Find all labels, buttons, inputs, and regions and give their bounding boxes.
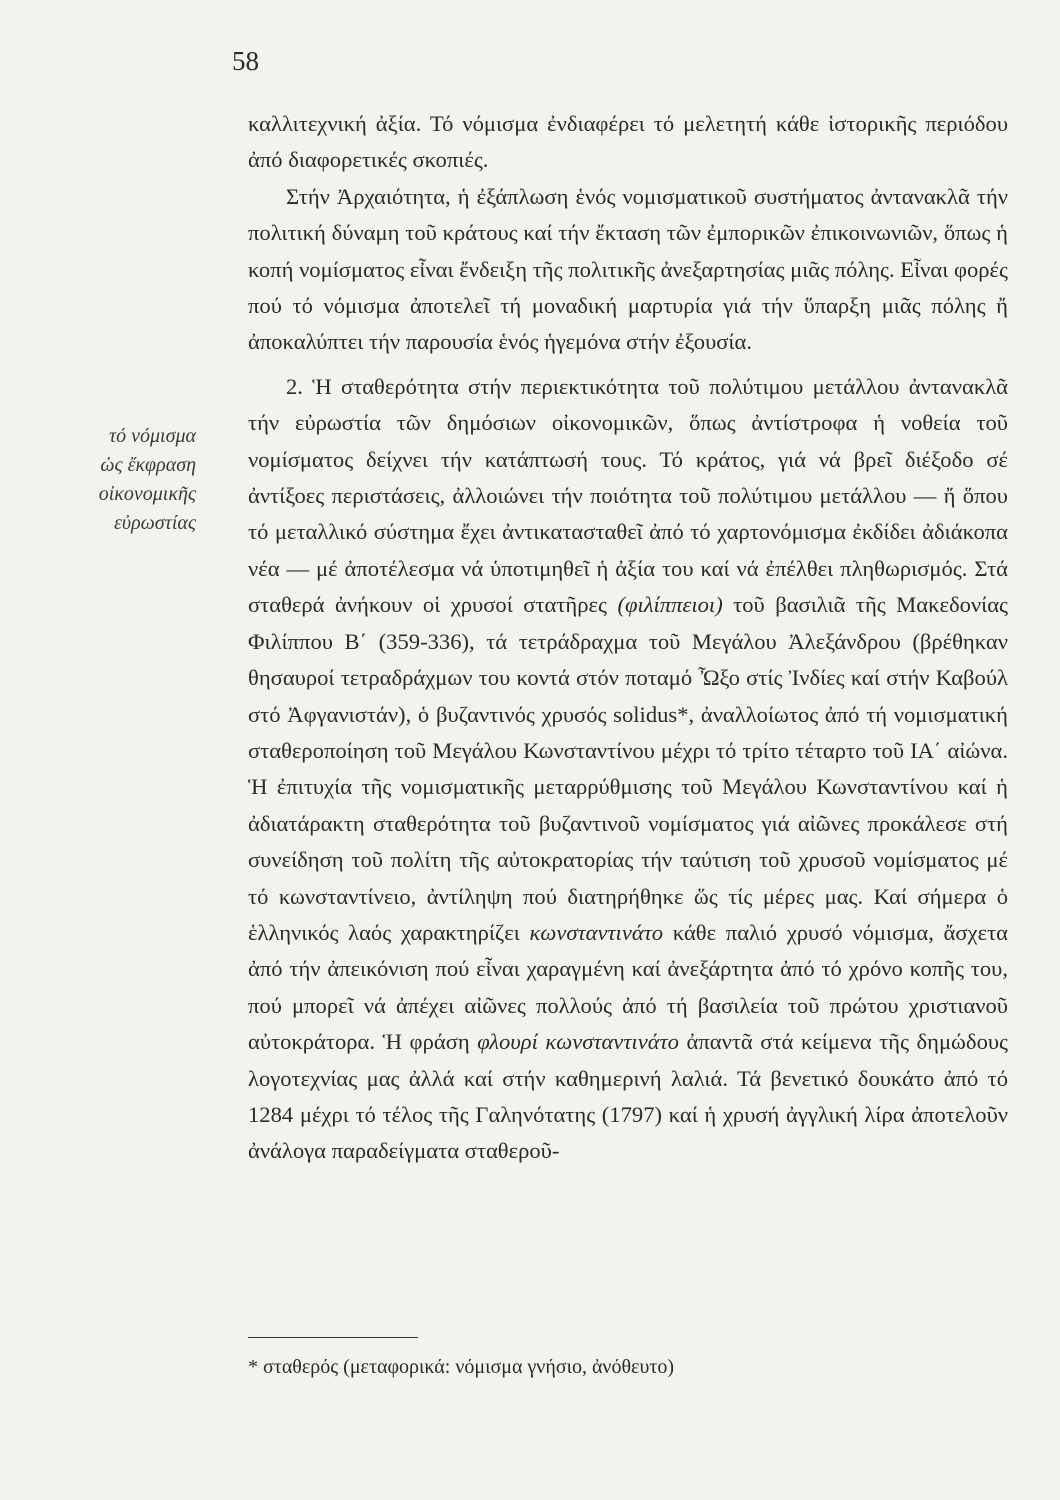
italic-term: (φιλίππειοι) [617, 592, 723, 618]
paragraph-antiquity: Στήν Ἀρχαιότητα, ἡ ἐξάπλωση ἑνός νομισματικοῦ συστήματος ἀντανακλᾶ τήν πολιτική δύναμη τοῦ κράτους καί τήν ἔκταση τῶν ἐμπορικῶν ἐπικοινωνιῶν, ὅπως ἡ κοπή νομίσματος εἶναι ἔνδειξη τῆς πολιτικῆς ἀνεξαρτησίας μιᾶς πόλης. Εἶναι φορές πού τό νόμισμα ἀποτελεῖ τή μοναδική μαρτυρία γιά τήν ὕπαρξη μιᾶς πόλης ἤ ἀποκαλύπτει τήν παρουσία ἑνός ἡγεμόνα στήν ἐξουσία. [248, 183, 1008, 355]
paragraph-section-2 [248, 369, 1008, 1170]
text-run: κάθε παλιό χρυσό νόμισμα, ἄσχετα ἀπό τήν ἀπεικόνιση πού εἶναι χαραγμένη καί ἀνεξάρτητα ἀπό τό χρόνο κοπῆς του, πού μπορεῖ νά ἀπέχει αἰῶνες πολλούς ἀπό τή βασιλεία τοῦ πρώτου χριστιανοῦ αὐτοκράτορα. Ἡ φράση [248, 919, 1008, 1055]
text-run: ἀπαντᾶ στά κείμενα τῆς δημώδους λογοτεχνίας μας ἀλλά καί στήν καθημερινή λαλιά. Τά βενετικό δουκάτο ἀπό τό 1284 μέχρι τό τέλος τῆς Γαληνότατης (1797) καί ἡ χρυσή ἀγγλική λίρα ἀποτελοῦν ἀνάλογα παραδείγματα σταθεροῦ- [248, 1029, 1009, 1164]
margin-note [30, 422, 196, 538]
margin-note-line: ὡς ἔκφραση [100, 454, 196, 476]
text-run: τοῦ βασιλιᾶ τῆς Μακεδονίας Φιλίππου Β΄ (359-336), τά τετράδραχμα τοῦ Μεγάλου Ἀλεξάνδρου (βρέθηκαν θησαυροί τετραδράχμων του κοντά στόν ποταμό Ὦξο στίς Ἰνδίες καί στήν Καβούλ στό Ἀφγανιστάν), ὁ βυζαντινός χρυσός solidus*, ἀναλλοίωτος ἀπό τή νομισματική σταθεροποίηση τοῦ Μεγάλου Κωνσταντίνου μέχρι τό τρίτο τέταρτο τοῦ ΙΑ΄ αἰώνα. Ἡ ἐπιτυχία τῆς νομισματικῆς μεταρρύθμισης τοῦ Μεγάλου Κωνσταντίνου καί ἡ ἀδιατάρακτη σταθερότητα τοῦ βυζαντινοῦ νομίσματος γιά αἰῶνες προκάλεσε στή συνείδηση τοῦ πολίτη τῆς αὐτοκρατορίας τήν ταύτιση τοῦ χρυσοῦ νομίσματος μέ τό κωνσταντίνειο, ἀντίληψη πού διατηρήθηκε ὥς τίς μέρες μας. Καί σήμερα ὁ ἑλληνικός λαός χαρακτηρίζει [248, 592, 1008, 945]
paragraph-continuation: καλλιτεχνική ἀξία. Τό νόμισμα ἐνδιαφέρει τό μελετητή κάθε ἱστορικῆς περιόδου ἀπό διαφορετικές σκοπιές. [248, 111, 1008, 173]
margin-note-line: εὐρωστίας [114, 512, 196, 534]
italic-term: κωνσταντινάτο [529, 919, 664, 945]
margin-note-line: οἰκονομικῆς [98, 483, 196, 505]
page-number: 58 [232, 46, 259, 76]
margin-note-line: τό νόμισμα [108, 425, 196, 447]
footnote: * σταθερός (μεταφορικά: νόμισμα γνήσιο, ἀνόθευτο) [248, 1356, 675, 1378]
footnote-divider [248, 1337, 418, 1338]
body-text [248, 106, 1008, 1170]
text-run: 2. Ἡ σταθερότητα στήν περιεκτικότητα τοῦ πολύτιμου μετάλλου ἀντανακλᾶ τήν εὐρωστία τῶν δημόσιων οἰκονομικῶν, ὅπως ἀντίστροφα ἡ νοθεία τοῦ νομίσματος δείχνει τήν κατάπτωσή τους. Τό κράτος, γιά νά βρεῖ διέξοδο σέ ἀντίξοες περιστάσεις, ἀλλοιώνει τήν ποιότητα τοῦ πολύτιμου μετάλλου — ἤ ὅπου τό μεταλλικό σύστημα ἔχει ἀντικατασταθεῖ ἀπό τό χαρτονόμισμα ἐκδίδει ἀδιάκοπα νέα — μέ ἀποτέλεσμα νά ὑποτιμηθεῖ ἡ ἀξία του καί νά ἐπέλθει πληθωρισμός. Στά σταθερά ἀνήκουν οἱ χρυσοί στατῆρες [248, 373, 1008, 618]
italic-term: φλουρί κωνσταντινάτο [477, 1029, 679, 1055]
